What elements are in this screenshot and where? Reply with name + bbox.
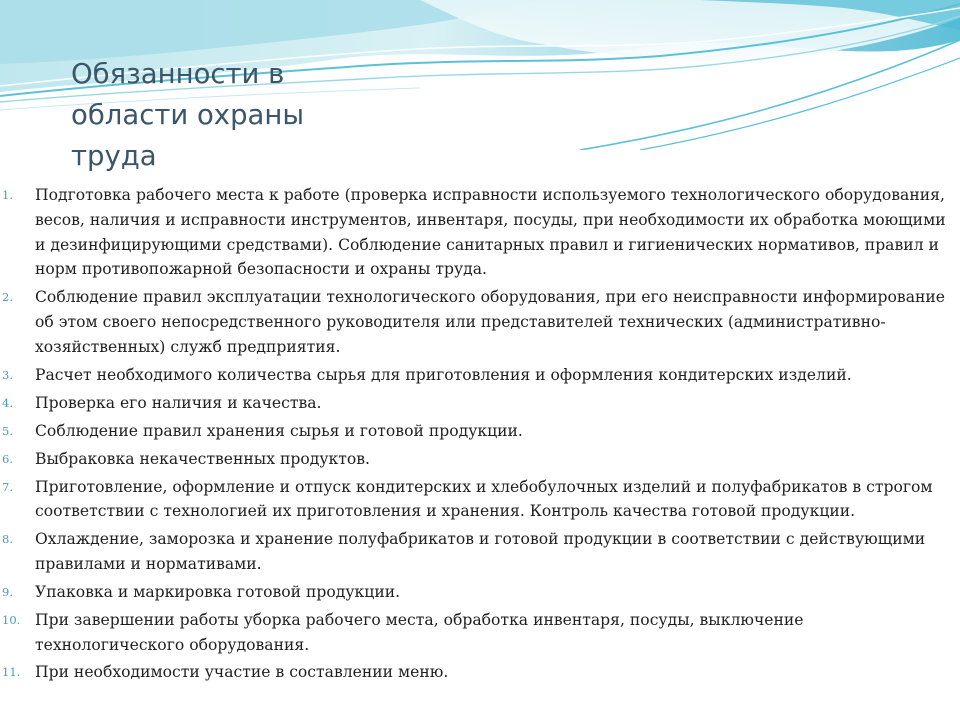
list-item xyxy=(0,419,960,444)
list-item xyxy=(0,363,960,388)
list-item xyxy=(0,580,960,605)
list-item xyxy=(0,183,960,282)
list-item-number: 9. xyxy=(2,584,13,599)
list-item xyxy=(0,391,960,416)
slide-title: Обязанности в области охраны труда xyxy=(71,58,305,172)
list-item-text: При завершении работы уборка рабочего места, обработка инвентаря, посуды, выключение технологического оборудования. xyxy=(35,610,804,654)
list-item-text: Охлаждение, заморозка и хранение полуфабрикатов и готовой продукции в соответствии с действующими правилами и нормативами. xyxy=(35,530,926,573)
list-item-text: При необходимости участие в составлении меню. xyxy=(35,663,449,682)
list-item xyxy=(0,285,960,359)
list-item xyxy=(0,475,960,525)
list-item-number: 7. xyxy=(2,479,13,494)
list-item xyxy=(0,608,960,658)
list-item-text: Соблюдение правил хранения сырья и готовой продукции. xyxy=(35,421,523,440)
list-item-text: Подготовка рабочего места к работе (проверка исправности используемого технологического оборудования, весов, наличия и исправности инструментов, инвентаря, посуды, при необходимости их обработка моющими и дезинфицирующими средствами). Соблюдение санитарных правил и гигиенических нормативов, правил и норм противопожарной безопасности и охраны труда. xyxy=(35,186,946,279)
list-item-text: Приготовление, оформление и отпуск кондитерских и хлебобулочных изделий и полуфабрикатов в строгом соответствии с технологией их приготовления и хранения. Контроль качества готовой продукции. xyxy=(35,477,933,521)
list-item-text: Соблюдение правил эксплуатации технологического оборудования, при его неисправности информирование об этом своего непосредственного руководителя или представителей технических (административно-хозяйственных) служб предприятия. xyxy=(35,288,946,356)
list-item-number: 6. xyxy=(2,451,13,466)
list-item-number: 3. xyxy=(2,367,13,382)
duties-list xyxy=(0,183,960,688)
list-item-number: 5. xyxy=(2,423,13,438)
list-item-text: Упаковка и маркировка готовой продукции. xyxy=(35,582,401,601)
list-item-number: 2. xyxy=(2,290,13,305)
list-item-number: 11. xyxy=(2,665,21,680)
list-item-text: Выбраковка некачественных продуктов. xyxy=(35,449,371,468)
list-item-text: Проверка его наличия и качества. xyxy=(35,393,322,412)
list-item-number: 1. xyxy=(2,188,13,202)
list-item-number: 4. xyxy=(2,395,13,410)
list-item-text: Расчет необходимого количества сырья для приготовления и оформления кондитерских изделий. xyxy=(35,365,852,384)
list-item xyxy=(0,527,960,577)
list-item xyxy=(0,660,960,685)
list-item xyxy=(0,447,960,472)
list-item-number: 10. xyxy=(2,612,21,627)
list-item-number: 8. xyxy=(2,532,13,547)
